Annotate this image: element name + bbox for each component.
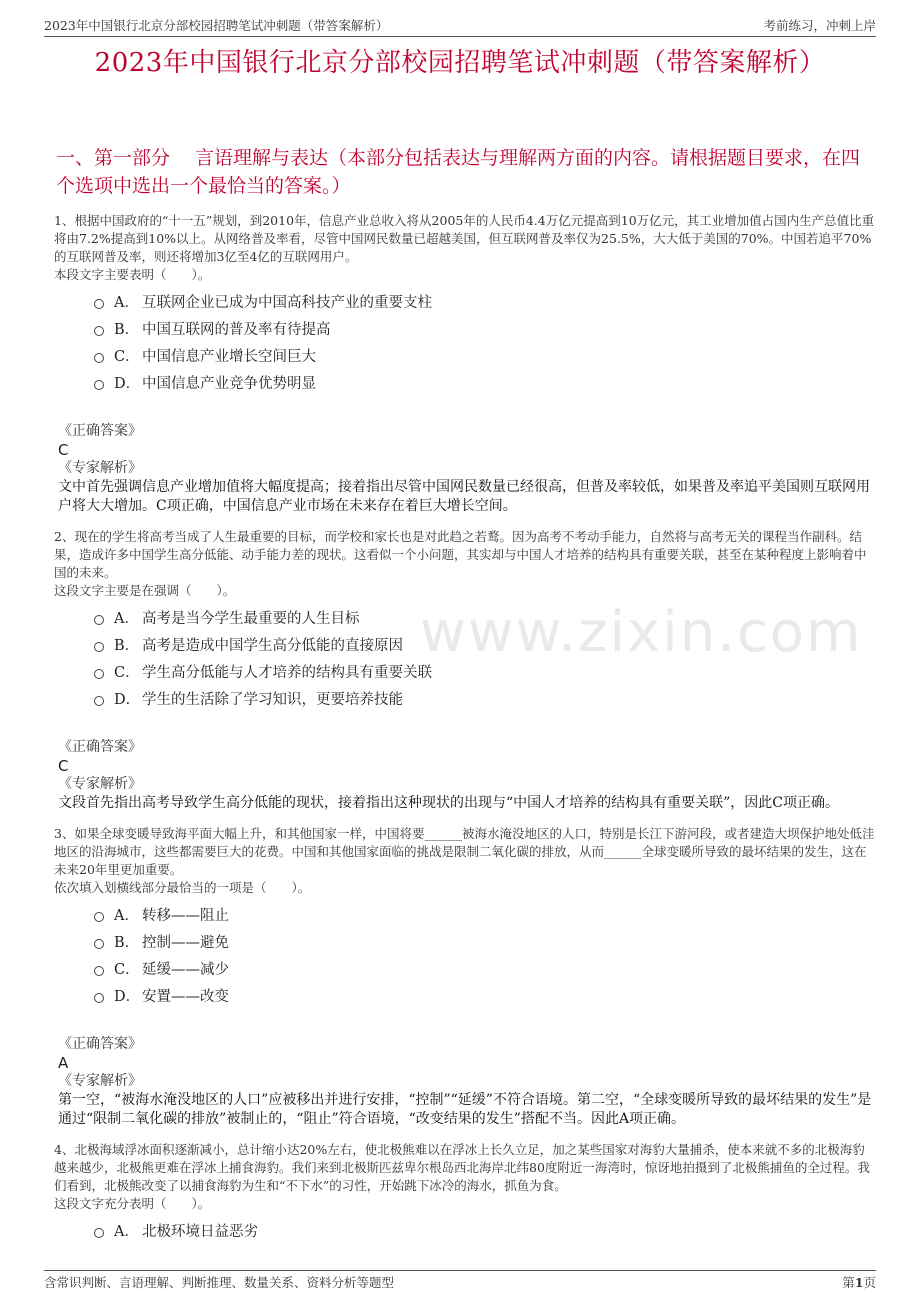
radio-button-icon[interactable]: [94, 993, 104, 1003]
radio-button-icon[interactable]: [94, 326, 104, 336]
question-stem: 2、现在的学生将高考当成了人生最重要的目标，而学校和家长也是对此趋之若鹜。因为高考不考动手能力，自然将与高考无关的课程当作副科。结果，造成许多中国学生高分低能、动手能力差的现状。这看似一个小问题，其实却与中国人才培养的结构具有重要关联，甚至在某种程度上影响着中国的未来。: [54, 529, 867, 580]
option-text: 中国信息产业竞争优势明显: [142, 376, 316, 392]
radio-button-icon[interactable]: [94, 353, 104, 363]
option-item[interactable]: [94, 604, 876, 631]
explanation-label: 《专家解析》: [58, 460, 142, 476]
option-item[interactable]: [94, 369, 876, 396]
question-stem: 3、如果全球变暖导致海平面大幅上升，和其他国家一样，中国将要______被海水淹没地区的人口，特别是长江下游河段，或者建造大坝保护地处低洼地区的沿海城市，这些都需要巨大的花费。中国和其他国家面临的挑战是限制二氧化碳的排放，从而______全球变暖所导致的最坏结果的发生，这在未来20年里更加重要。: [54, 826, 875, 877]
option-list: [94, 901, 876, 1009]
option-item[interactable]: [94, 658, 876, 685]
option-letter: C．: [114, 962, 140, 978]
option-letter: B．: [114, 638, 140, 654]
explanation-label: 《专家解析》: [58, 776, 142, 792]
option-text: 高考是造成中国学生高分低能的直接原因: [142, 638, 403, 654]
radio-button-icon[interactable]: [94, 696, 104, 706]
explanation-text: 文段首先指出高考导致学生高分低能的现状，接着指出这种现状的出现与“中国人才培养的结构具有重要关联”，因此C项正确。: [58, 795, 840, 811]
question-list: [54, 212, 876, 1256]
option-text: 中国信息产业增长空间巨大: [142, 349, 316, 365]
answer-label: 《正确答案》: [58, 423, 142, 439]
answer-value: C: [58, 441, 69, 459]
option-letter: A．: [114, 611, 139, 627]
option-text: 中国互联网的普及率有待提高: [142, 322, 331, 338]
question-item: [54, 212, 876, 516]
option-letter: B．: [114, 322, 140, 338]
section-heading: 一、第一部分 言语理解与表达（本部分包括表达与理解两方面的内容。请根据题目要求，在四个选项中选出一个最恰当的答案。）: [56, 147, 861, 197]
page-prefix: 第: [842, 1275, 855, 1290]
option-item[interactable]: [94, 631, 876, 658]
watermark-text: www.zixin.com: [420, 600, 863, 665]
answer-value: A: [58, 1054, 69, 1072]
option-item[interactable]: [94, 901, 876, 928]
option-item[interactable]: [94, 928, 876, 955]
explanation-label: 《专家解析》: [58, 1073, 142, 1089]
question-stem: 1、根据中国政府的“十一五”规划，到2010年，信息产业总收入将从2005年的人民币4.4万亿元提高到10万亿元，其工业增加值占国内生产总值比重将由7.2%提高到10%以上。从网络普及率看，尽管中国网民数量已超越美国，但互联网普及率仅为25.5%，大大低于美国的70%。中国若追平70%的互联网普及率，则还将增加3亿至4亿的互联网用户。: [54, 213, 875, 264]
header-doc-title: 2023年中国银行北京分部校园招聘笔试冲刺题（带答案解析）: [44, 18, 389, 33]
option-text: 学生高分低能与人才培养的结构具有重要关联: [142, 665, 432, 681]
option-letter: A．: [114, 1224, 139, 1240]
option-item[interactable]: [94, 955, 876, 982]
radio-button-icon[interactable]: [94, 966, 104, 976]
explanation-text: 文中首先强调信息产业增加值将大幅度提高；接着指出尽管中国网民数量已经很高，但普及率较低，如果普及率追平美国则互联网用户将大大增加。C项正确，中国信息产业市场在未来存在着巨大增长空间。: [58, 479, 870, 514]
option-text: 互联网企业已成为中国高科技产业的重要支柱: [142, 295, 432, 311]
option-text: 控制——避免: [142, 935, 229, 951]
question-item: [54, 1141, 876, 1244]
question-prompt: 依次填入划横线部分最恰当的一项是（ ）。: [54, 880, 311, 895]
radio-button-icon[interactable]: [94, 1228, 104, 1238]
question-stem: 4、北极海域浮冰面积逐渐减小，总计缩小达20%左右，使北极熊难以在浮冰上长久立足，加之某些国家对海豹大量捕杀，使本来就不多的北极海豹越来越少，北极熊更难在浮冰上捕食海豹。我们来到北极斯匹兹卑尔根岛西北海岸北纬80度附近一海湾时，惊讶地拍摄到了北极熊捕鱼的全过程。我们看到，北极熊改变了以捕食海豹为生和“不下水”的习性，开始跳下冰冷的海水，抓鱼为食。: [54, 1142, 870, 1193]
question-item: [54, 825, 876, 1129]
radio-button-icon[interactable]: [94, 642, 104, 652]
question-prompt: 本段文字主要表明（ ）。: [54, 267, 211, 282]
option-letter: D．: [114, 989, 141, 1005]
page-footer: [44, 1270, 876, 1295]
page-number-value: 1: [854, 1275, 864, 1290]
explanation-text: 第一空，“被海水淹没地区的人口”应被移出并进行安排，“控制”“延缓”不符合语境。第二空，“全球变暖所导致的最坏结果的发生”是通过“限制二氧化碳的排放”被制止的，“阻止”符合语境，“改变结果的发生”搭配不当。因此A项正确。: [58, 1092, 872, 1127]
option-letter: D．: [114, 692, 141, 708]
option-text: 转移——阻止: [142, 908, 229, 924]
footer-note: 含常识判断、言语理解、判断推理、数量关系、资料分析等题型: [44, 1275, 395, 1290]
answer-label: 《正确答案》: [58, 1036, 142, 1052]
header-slogan: 考前练习，冲刺上岸: [763, 18, 876, 33]
question-prompt: 这段文字主要是在强调（ ）。: [54, 583, 236, 598]
option-list: [94, 1217, 876, 1244]
option-letter: A．: [114, 295, 139, 311]
question-item: [54, 528, 876, 813]
option-letter: B．: [114, 935, 140, 951]
option-letter: A．: [114, 908, 139, 924]
option-letter: D．: [114, 376, 141, 392]
radio-button-icon[interactable]: [94, 615, 104, 625]
option-letter: C．: [114, 349, 140, 365]
radio-button-icon[interactable]: [94, 939, 104, 949]
option-list: [94, 604, 876, 712]
option-text: 高考是当今学生最重要的人生目标: [142, 611, 360, 627]
option-text: 学生的生活除了学习知识，更要培养技能: [142, 692, 403, 708]
radio-button-icon[interactable]: [94, 912, 104, 922]
option-text: 延缓——减少: [142, 962, 229, 978]
radio-button-icon[interactable]: [94, 299, 104, 309]
option-letter: C．: [114, 665, 140, 681]
option-text: 安置——改变: [142, 989, 229, 1005]
answer-block: [54, 738, 876, 813]
answer-block: [54, 422, 876, 516]
question-prompt: 这段文字充分表明（ ）。: [54, 1196, 211, 1211]
option-item[interactable]: [94, 342, 876, 369]
option-text: 北极环境日益恶劣: [142, 1224, 258, 1240]
option-item[interactable]: [94, 982, 876, 1009]
page-suffix: 页: [863, 1275, 876, 1290]
option-list: [94, 288, 876, 396]
page-header: [44, 10, 876, 37]
option-item[interactable]: [94, 288, 876, 315]
radio-button-icon[interactable]: [94, 669, 104, 679]
answer-value: C: [58, 757, 69, 775]
option-item[interactable]: [94, 315, 876, 342]
radio-button-icon[interactable]: [94, 380, 104, 390]
option-item[interactable]: [94, 685, 876, 712]
answer-block: [54, 1035, 876, 1129]
page-title: 2023年中国银行北京分部校园招聘笔试冲刺题（带答案解析）: [94, 48, 826, 78]
page-number: [842, 1273, 876, 1291]
option-item[interactable]: [94, 1217, 876, 1244]
answer-label: 《正确答案》: [58, 739, 142, 755]
